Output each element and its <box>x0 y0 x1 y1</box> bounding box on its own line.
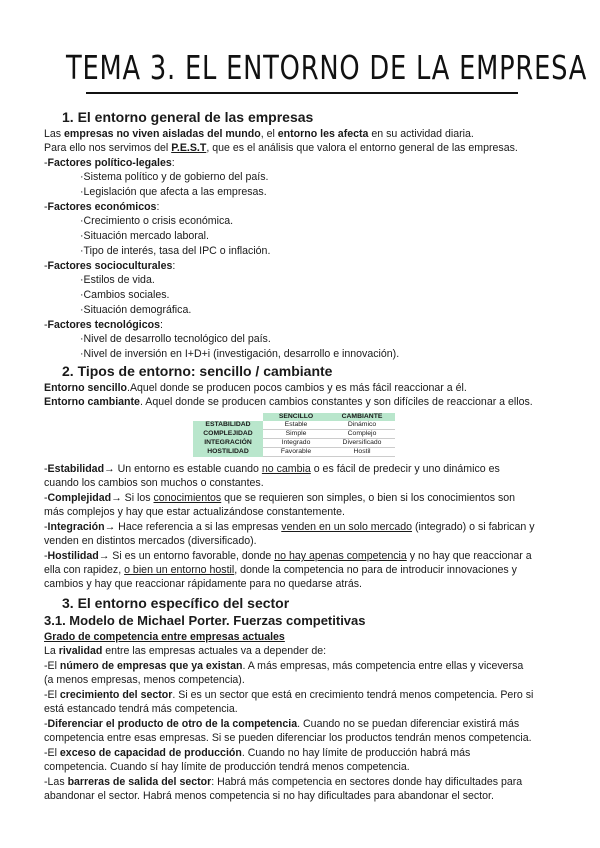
table-cell: Dinámico <box>329 421 395 430</box>
factor-crecimiento: -El crecimiento del sector. Si es un sector que está en crecimiento tendrá menos competencia. Pero si <box>44 689 534 701</box>
factor-item: ·Situación demográfica. <box>80 304 192 316</box>
table-cell: Diversificado <box>329 439 395 448</box>
table-cell: Simple <box>263 430 329 439</box>
title-underline <box>86 92 518 94</box>
factor-item: ·Estilos de vida. <box>80 274 155 286</box>
table-cell: Integrado <box>263 439 329 448</box>
col-header: SENCILLO <box>263 413 329 421</box>
section-3-heading: 3. El entorno específico del sector <box>62 595 290 611</box>
factor-exceso: -El exceso de capacidad de producción. Cuando no hay límite de producción habrá más <box>44 747 471 759</box>
table-cell: Favorable <box>263 448 329 457</box>
hostilidad-text-cont2: cambios y hay que reaccionar rápidamente para no quedarse atrás. <box>44 578 362 590</box>
factor-item: ·Cambios sociales. <box>80 289 170 301</box>
factor-label: -Factores tecnológicos: <box>44 319 163 331</box>
row-header: INTEGRACIÓN <box>193 439 263 448</box>
factor-exceso-cont: competencia. Cuando sí hay límite de producción tendrá menos competencia. <box>44 761 410 773</box>
estabilidad-text-cont: cuando los cambios son muchos o constantes. <box>44 477 264 489</box>
integracion-text: -Integración→ Hace referencia a si las empresas venden en un solo mercado (integrado) o si fabrican y <box>44 521 535 533</box>
table-row <box>193 430 395 439</box>
factor-label: -Factores político-legales: <box>44 157 175 169</box>
table-row <box>193 439 395 448</box>
hostilidad-text-cont: ella con rapidez, o bien un entorno hostil, donde la competencia no para de introducir innovaciones y <box>44 564 517 576</box>
factor-item: ·Sistema político y de gobierno del país. <box>80 171 269 183</box>
factor-numero-cont: (a menos empresas, menos competencia). <box>44 674 245 686</box>
definition-cambiante: Entorno cambiante. Aquel donde se producen cambios constantes y son difíciles de reaccionar a ellos. <box>44 396 533 408</box>
factor-barreras-cont: abandonar el sector. Habrá menos competencia si no hay dificultades para abandonar el sector. <box>44 790 494 802</box>
rivalidad-text: La rivalidad entre las empresas actuales va a depender de: <box>44 645 327 657</box>
factor-item: ·Nivel de inversión en I+D+i (investigación, desarrollo e innovación). <box>80 348 400 360</box>
factor-numero: -El número de empresas que ya existan. A más empresas, más competencia entre ellas y viceversa <box>44 660 524 672</box>
complejidad-text: -Complejidad→ Si los conocimientos que se requieren son simples, o bien si los conocimientos son <box>44 492 516 504</box>
table-cell: Estable <box>263 421 329 430</box>
factor-item: ·Tipo de interés, tasa del IPC o inflación. <box>80 245 271 257</box>
factor-item: ·Nivel de desarrollo tecnológico del país. <box>80 333 271 345</box>
factor-item: ·Crecimiento o crisis económica. <box>80 215 234 227</box>
col-header: CAMBIANTE <box>329 413 395 421</box>
section-2-heading: 2. Tipos de entorno: sencillo / cambiante <box>62 363 333 379</box>
integracion-text-cont: venden en distintos mercados (diversificado). <box>44 535 257 547</box>
factor-barreras: -Las barreras de salida del sector: Habrá más competencia en sectores donde hay dificultades para <box>44 776 523 788</box>
estabilidad-text: -Estabilidad→ Un entorno es estable cuando no cambia o es fácil de predecir y uno dinámico es <box>44 463 500 475</box>
definition-sencillo: Entorno sencillo.Aquel donde se producen pocos cambios y es más fácil reaccionar a él. <box>44 382 467 394</box>
factor-label: -Factores socioculturales: <box>44 260 176 272</box>
table-cell: Hostil <box>329 448 395 457</box>
table-row <box>193 448 395 457</box>
complejidad-text-cont: más complejos y hay que estar actualizándose constantemente. <box>44 506 345 518</box>
factor-item: ·Legislación que afecta a las empresas. <box>80 186 267 198</box>
section-1-heading: 1. El entorno general de las empresas <box>62 109 314 125</box>
table-header-row <box>193 413 395 421</box>
row-header: COMPLEJIDAD <box>193 430 263 439</box>
table-cell: Complejo <box>329 430 395 439</box>
grado-heading: Grado de competencia entre empresas actuales <box>44 631 285 643</box>
table-row <box>193 421 395 430</box>
factor-label: -Factores económicos: <box>44 201 160 213</box>
hostilidad-text: -Hostilidad→ Si es un entorno favorable, donde no hay apenas competencia y no hay que reaccionar a <box>44 550 532 562</box>
factor-diferenciar-cont: competencia entre esas empresas. Si se pueden diferenciar los productos tendrán menos competencia. <box>44 732 532 744</box>
page-title: TEMA 3. EL ENTORNO DE LA EMPRESA <box>66 48 588 87</box>
factor-item: ·Situación mercado laboral. <box>80 230 209 242</box>
environment-table <box>193 413 395 457</box>
row-header: HOSTILIDAD <box>193 448 263 457</box>
subsection-3-1-heading: 3.1. Modelo de Michael Porter. Fuerzas competitivas <box>44 613 366 628</box>
s1-paragraph-2: Para ello nos servimos del P.E.S.T, que es el análisis que valora el entorno general de las empresas. <box>44 142 518 154</box>
s1-paragraph-1: Las empresas no viven aisladas del mundo, el entorno les afecta en su actividad diaria. <box>44 128 474 140</box>
row-header: ESTABILIDAD <box>193 421 263 430</box>
table-corner <box>193 413 263 421</box>
factor-crecimiento-cont: está estancado tendrá más competencia. <box>44 703 238 715</box>
factor-diferenciar: -Diferenciar el producto de otro de la competencia. Cuando no se puedan diferenciar existirá más <box>44 718 520 730</box>
